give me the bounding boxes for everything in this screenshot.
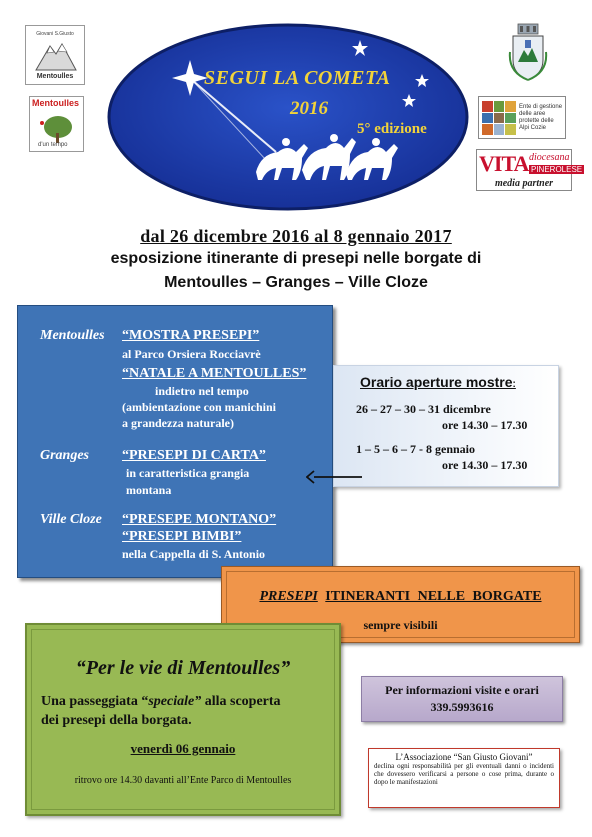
exhibitions-box (17, 305, 333, 578)
logo-vita-pinerolese: PINEROLESE (531, 165, 583, 174)
comet-oval (106, 22, 470, 212)
schedule-title-text: Orario aperture mostre (360, 374, 513, 390)
event-presepe-montano: “PRESEPE MONTANO” (122, 512, 277, 527)
walk-description-1 (41, 694, 281, 710)
itinerant-title (222, 589, 579, 605)
walk-title: “Per le vie di Mentoulles” (75, 657, 291, 679)
schedule-january-days: 1 – 5 – 6 – 7 - 8 gennaio (356, 442, 476, 456)
walk-date: venerdì 06 gennaio (130, 741, 236, 756)
ente-mosaic-icon (482, 101, 516, 135)
place-mentoulles: Mentoulles (40, 328, 105, 343)
logo-mentoulles-text: Mentoulles (36, 73, 74, 80)
walk-meeting-point: ritrovo ore 14.30 davanti all’Ente Parco di Mentoulles (74, 775, 292, 786)
walk-desc-part-a: Una passeggiata “ (41, 694, 149, 709)
schedule-december-hours: ore 14.30 – 17.30 (442, 418, 528, 432)
event-natale-detail-3: a grandezza naturale) (122, 416, 234, 430)
event-mostra-presepi-location: al Parco Orsiera Rocciavrè (122, 347, 261, 361)
event-year: 2016 (290, 98, 328, 119)
logo-pro-loco-title: Mentoulles (32, 98, 80, 108)
media-partner-label: media partner (494, 178, 554, 189)
event-subtitle-2: Mentoulles – Granges – Ville Cloze (164, 274, 428, 291)
logo-vita-title: VITA (479, 151, 529, 176)
walk-description-2: dei presepi della borgata. (41, 713, 192, 728)
info-text: Per informazioni visite e orari (385, 683, 539, 697)
info-phone[interactable]: 339.5993616 (430, 700, 494, 714)
event-presepi-di-carta: “PRESEPI DI CARTA” (122, 448, 266, 463)
event-presepi-bimbi: “PRESEPI BIMBI” (122, 529, 242, 544)
walk-desc-speciale: speciale” (148, 694, 202, 709)
itinerant-subtitle: sempre visibili (363, 618, 438, 632)
logo-vita-diocesana-text: diocesana (529, 152, 570, 163)
coat-of-arms-icon (508, 22, 548, 82)
place-granges: Granges (40, 448, 90, 463)
event-natale-detail-1: indietro nel tempo (155, 384, 249, 398)
schedule-december-days: 26 – 27 – 30 – 31 dicembre (356, 402, 491, 416)
logo-vita-diocesana (476, 149, 583, 191)
schedule-title-colon: : (512, 379, 516, 390)
schedule-box (333, 365, 559, 487)
schedule-title (360, 374, 516, 390)
itinerant-title-rest: ITINERANTI NELLE BORGATE (325, 589, 542, 604)
logo-ente-parco (478, 96, 566, 139)
arrow-left-icon (306, 470, 362, 484)
schedule-january-hours: ore 14.30 – 17.30 (442, 458, 528, 472)
logo-ente-text: Ente di gestione delle aree protette delle Alpi Cozie (519, 104, 563, 131)
event-dates: dal 26 dicembre 2016 al 8 gennaio 2017 (140, 226, 452, 246)
info-box (361, 676, 563, 722)
walk-desc-part-c: alla scoperta (201, 694, 281, 709)
logo-pro-loco-small: d'un tempo (38, 142, 68, 148)
event-mostra-presepi: “MOSTRA PRESEPI” (122, 328, 260, 343)
place-ville-cloze: Ville Cloze (40, 512, 102, 527)
walk-box (25, 623, 341, 816)
logo-giovani-mentoulles (25, 25, 85, 85)
logo-pro-loco (29, 96, 84, 152)
logo-giovani-text: Giovani S.Giusto (36, 31, 74, 37)
event-natale-detail-2: (ambientazione con manichini (122, 400, 277, 414)
event-presepi-di-carta-detail-1: in caratteristica grangia (126, 466, 250, 480)
event-subtitle-1: esposizione itinerante di presepi nelle borgate di (110, 250, 482, 267)
disclaimer-box (368, 748, 560, 808)
disclaimer-association: L’Associazione “San Giusto Giovani” (395, 752, 533, 762)
event-ville-cloze-location: nella Cappella di S. Antonio (122, 547, 266, 561)
event-natale-a-mentoulles: “NATALE A MENTOULLES” (122, 366, 307, 381)
event-presepi-di-carta-detail-2: montana (126, 483, 172, 497)
disclaimer-text: declina ogni responsabilità per gli eventuali danni o incidenti che dovessero verificarsi a persone o cose prima, durante o dopo le manifestazioni (374, 762, 554, 786)
event-title: SEGUI LA COMETA (204, 67, 391, 89)
itinerant-title-presepi: PRESEPI (259, 589, 318, 604)
event-edition: 5° edizione (357, 121, 427, 137)
